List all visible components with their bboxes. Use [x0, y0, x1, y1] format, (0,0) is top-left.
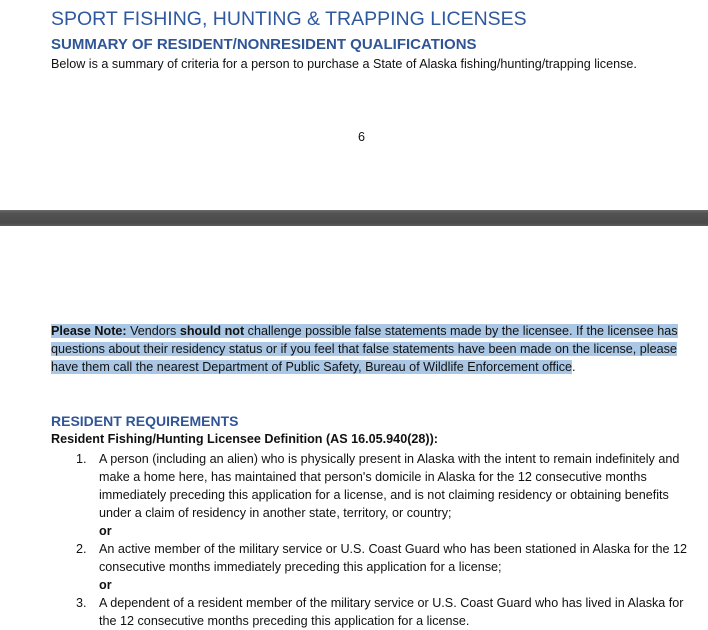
- list-item-number: 3.: [76, 596, 87, 610]
- note-text-end: .: [572, 360, 576, 374]
- definition-heading: Resident Fishing/Hunting Licensee Definition (AS 16.05.940(28)):: [51, 432, 438, 446]
- list-item-text: An active member of the military service or U.S. Coast Guard who has been stationed in Alaska for the 12 consecutive months immediately preceding this application for a license;: [99, 542, 687, 574]
- page-number: 6: [358, 130, 366, 144]
- requirements-list: [51, 450, 691, 630]
- document-subtitle: SUMMARY OF RESIDENT/NONRESIDENT QUALIFICATIONS: [51, 36, 477, 53]
- list-item: [51, 594, 691, 630]
- document-title: SPORT FISHING, HUNTING & TRAPPING LICENSES: [51, 8, 527, 30]
- list-item-text: A person (including an alien) who is physically present in Alaska with the intent to remain indefinitely and make a home here, has maintained that person's domicile in Alaska for the 12 consecutive months immediately preceding this application for a license, and is not claiming residency or obtaining benefits under a claim of residency in another state, territory, or country;: [99, 452, 680, 520]
- note-emphasis: should not: [179, 324, 245, 338]
- list-item-text: A dependent of a resident member of the military service or U.S. Coast Guard who has lived in Alaska for the 12 consecutive months preceding this application for a license.: [99, 596, 684, 628]
- list-item-number: 2.: [76, 542, 87, 556]
- list-item-conjunction: or: [99, 524, 112, 538]
- note-text-b: challenge possible false statements made by the licensee. If the licensee has questions about their residency status: [51, 324, 678, 356]
- document-page-top: [0, 0, 708, 210]
- resident-requirements-heading: RESIDENT REQUIREMENTS: [51, 413, 239, 429]
- list-item: [51, 450, 691, 540]
- note-paragraph[interactable]: [51, 322, 681, 376]
- note-label: Please Note:: [51, 324, 127, 338]
- intro-paragraph: Below is a summary of criteria for a person to purchase a State of Alaska fishing/hunting/trapping license.: [51, 57, 637, 71]
- page-separator: [0, 210, 708, 226]
- note-text-a: Vendors: [126, 324, 180, 338]
- list-item-number: 1.: [76, 452, 87, 466]
- note-text-c: or if you feel that false statements have been made on the license, please have them call the nearest Department of Public Safety, Bureau of Wildlife Enforcement office: [51, 342, 677, 374]
- list-item: [51, 540, 691, 594]
- list-item-conjunction: or: [99, 578, 112, 592]
